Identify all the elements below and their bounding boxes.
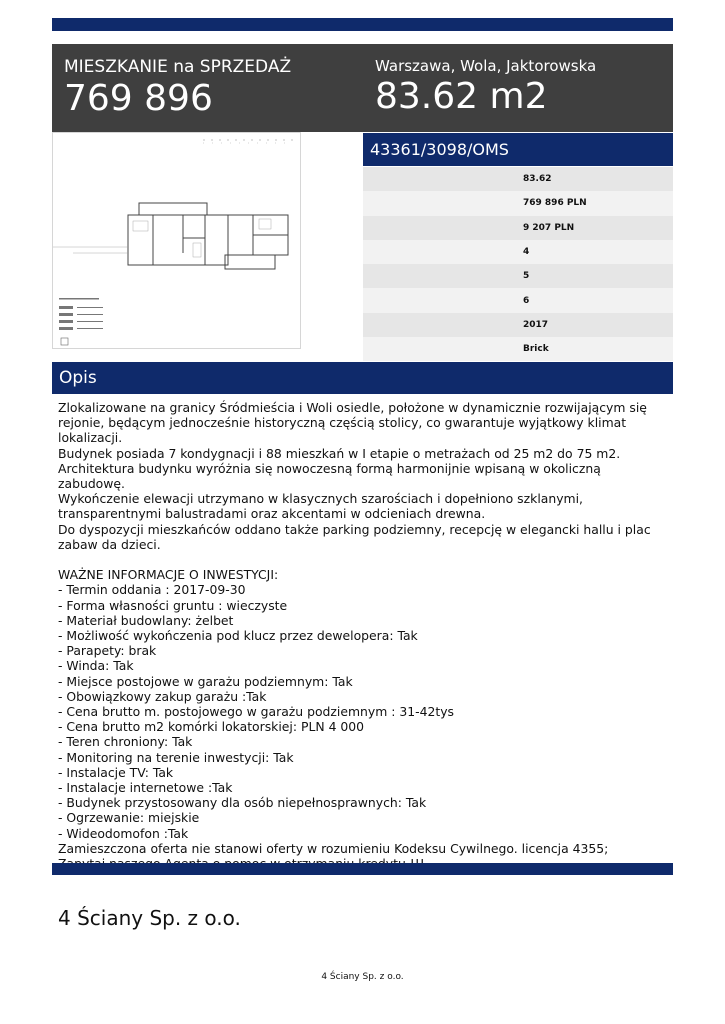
description-line: Architektura budynku wyróżnia się nowoczesną formą harmonijnie wpisaną w okoliczną zabudowę.: [58, 460, 601, 492]
description-line: - Ogrzewanie: miejskie: [58, 810, 200, 826]
listing-type: MIESZKANIE na SPRZEDAŻ: [64, 57, 292, 77]
description-line: Zamieszczona oferta nie stanowi oferty w rozumieniu Kodeksu Cywilnego. licencja 4355;: [58, 840, 609, 856]
attribute-row-year: 2017: [363, 313, 673, 337]
description-line: Do dyspozycji mieszkańców oddano także parking podziemny, recepcję w elegancki hallu i plac: [58, 521, 651, 537]
floor-plan-image: [52, 132, 301, 349]
attribute-row-price-per-m2: 9 207 PLN: [363, 216, 673, 240]
page-footer: 4 Ściany Sp. z o.o.: [321, 972, 404, 982]
description-blank-line: [58, 552, 670, 567]
description-line: Wykończenie elewacji utrzymano w klasycznych szarościach i dopełniono szklanymi,: [58, 491, 583, 507]
description-line: - Instalacje TV: Tak: [58, 764, 174, 780]
top-accent-bar: [52, 18, 673, 31]
floor-plan-drawing: [53, 133, 300, 348]
description-line: - Możliwość wykończenia pod klucz przez dewelopera: Tak: [58, 628, 418, 644]
description-line: - Obowiązkowy zakup garażu :Tak: [58, 688, 267, 704]
description-line: zabaw da dzieci.: [58, 536, 161, 552]
reference-number: 43361/3098/OMS: [363, 133, 673, 166]
header-left: [64, 56, 291, 120]
description-line: - Wideodomofon :Tak: [58, 825, 189, 841]
section-title: Opis: [52, 362, 673, 394]
description-line: Zlokalizowane na granicy Śródmieścia i Woli osiedle, położone w dynamicznie rozwijającym się: [58, 400, 647, 415]
description-line: lokalizacji.: [58, 430, 123, 446]
description-line: - Teren chroniony: Tak: [58, 734, 193, 750]
listing-area: 83.62 m2: [375, 76, 548, 117]
description-line: rejonie, będącym jednocześnie historyczną częścią stolicy, co gwarantuje wyjątkowy klimat: [58, 415, 627, 431]
description-line: - Budynek przystosowany dla osób niepełnosprawnych: Tak: [58, 795, 427, 811]
description-line: transparentnymi balustradami oraz akcentami w odcieniach drewna.: [58, 506, 486, 522]
bottom-accent-bar: [52, 863, 673, 875]
listing-header: [52, 44, 673, 132]
description-line: - Winda: Tak: [58, 658, 134, 674]
description-line: - Cena brutto m2 komórki lokatorskiej: PLN 4 000: [58, 719, 365, 735]
description-line: - Termin oddania : 2017-09-30: [58, 582, 246, 598]
description-line: - Materiał budowlany: żelbet: [58, 612, 234, 628]
description-line: Budynek posiada 7 kondygnacji i 88 mieszkań w I etapie o metrażach od 25 m2 do 75 m2.: [58, 445, 621, 461]
attribute-row-area: 83.62: [363, 167, 673, 191]
attribute-row-price: 769 896 PLN: [363, 191, 673, 215]
listing-price: 769 896: [64, 78, 213, 119]
attribute-row-floor: 5: [363, 264, 673, 288]
description-line: - Cena brutto m. postojowego w garażu podziemnym : 31-42tys: [58, 704, 454, 720]
attribute-row-floors-total: 6: [363, 288, 673, 312]
description-line: - Monitoring na terenie inwestycji: Tak: [58, 749, 294, 765]
description-line: - Miejsce postojowe w garażu podziemnym: Tak: [58, 673, 353, 689]
attribute-row-material: Brick: [363, 337, 673, 361]
header-right: [375, 56, 596, 118]
description-text: [58, 400, 670, 871]
company-name: 4 Ściany Sp. z o.o.: [58, 906, 241, 930]
description-line: WAŻNE INFORMACJE O INWESTYCJI:: [58, 567, 279, 583]
description-line: - Instalacje internetowe :Tak: [58, 780, 233, 796]
attribute-row-rooms: 4: [363, 240, 673, 264]
listing-location: Warszawa, Wola, Jaktorowska: [375, 57, 597, 75]
description-line: - Forma własności gruntu : wieczyste: [58, 597, 288, 613]
attributes-table: [363, 167, 673, 361]
description-line: - Parapety: brak: [58, 643, 157, 659]
